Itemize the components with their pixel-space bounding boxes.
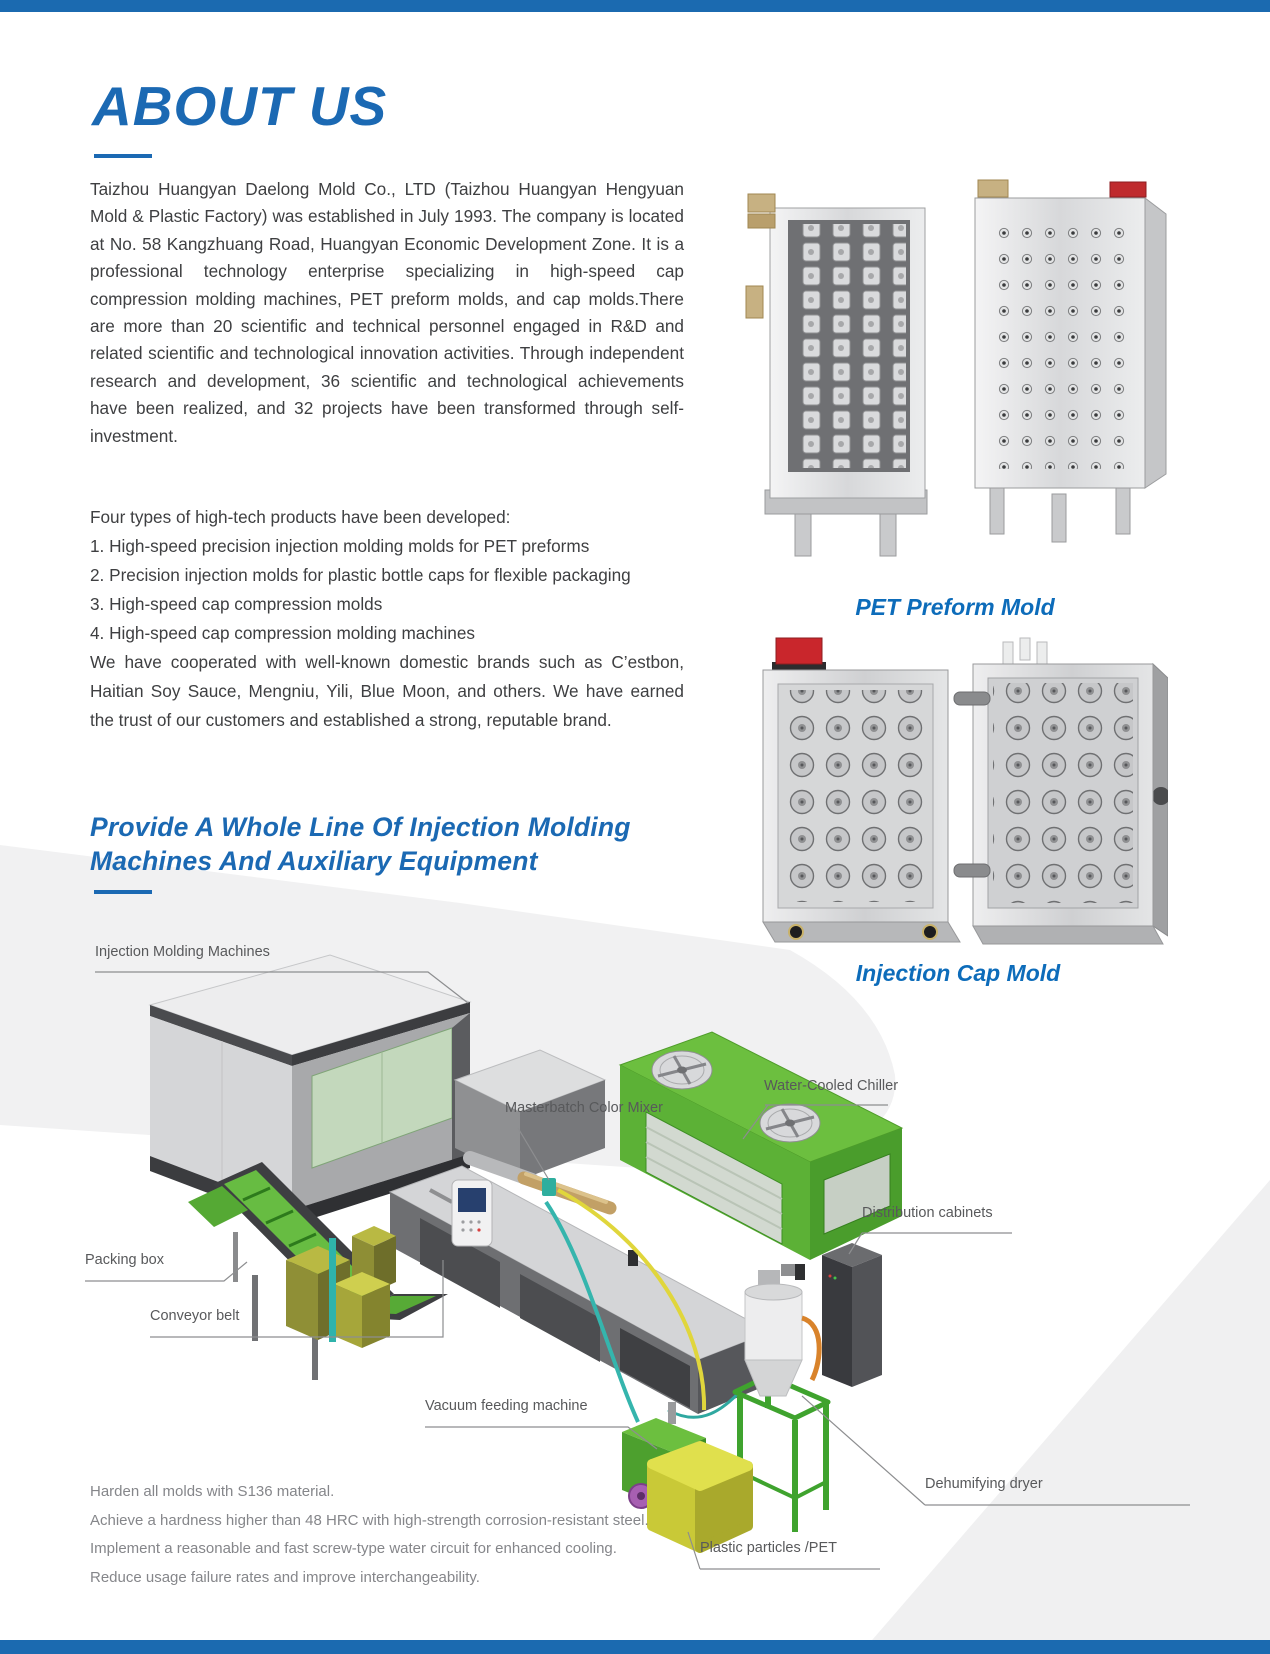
products-intro: Four types of high-tech products have been developed: (90, 507, 511, 527)
label-packing-box: Packing box (85, 1252, 164, 1268)
product-item-4: 4. High-speed cap compression molding machines (90, 623, 476, 643)
product-item-3: 3. High-speed cap compression molds (90, 594, 383, 614)
label-dehumifying-dryer: Dehumifying dryer (925, 1476, 1043, 1492)
section2-title-line1: Provide A Whole Line Of Injection Molding (90, 812, 631, 842)
distribution-cabinet-graphic (822, 1243, 882, 1387)
title-underline (94, 154, 152, 158)
section2-title-line2: Machines And Auxiliary Equipment (90, 846, 538, 876)
section2-title (90, 810, 690, 878)
products-block (90, 503, 684, 735)
product-item-2: 2. Precision injection molds for plastic bottle caps for flexible packaging (90, 565, 631, 585)
note-line-2: Achieve a hardness higher than 48 HRC with high-strength corrosion-resistant steel. (90, 1511, 649, 1529)
injection-cap-mold-image (748, 636, 1168, 948)
section2-underline (94, 890, 152, 894)
figure-caption-injection-cap-mold: Injection Cap Mold (855, 960, 1061, 986)
product-item-1: 1. High-speed precision injection molding molds for PET preforms (90, 536, 590, 556)
intro-paragraph: Taizhou Huangyan Daelong Mold Co., LTD (Taizhou Huangyan Hengyuan Mold & Plastic Factory) was established in July 1993. The company is located at No. 58 Kangzhuang Road, Huangyan Economic Development Zone. It is a professional technology enterprise specializing in high-speed cap compression molding machines, PET preform molds, and cap molds.There are more than 20 scientific and technical personnel engaged in R&D and related scientific and technological innovation activities. Through independent research and development, 36 scientific and technological achievements have been realized, and 32 projects have been transformed through self-investment. (90, 179, 684, 446)
water-cooled-chiller-graphic (620, 1032, 902, 1280)
note-line-4: Reduce usage failure rates and improve interchangeability. (90, 1568, 480, 1586)
mold-notes (90, 1478, 649, 1592)
label-water-cooled-chiller: Water-Cooled Chiller (764, 1078, 899, 1094)
label-vacuum-feeding-machine: Vacuum feeding machine (425, 1398, 588, 1414)
brands-paragraph: We have cooperated with well-known domestic brands such as C’estbon, Haitian Soy Sauce, Mengniu, Yili, Blue Moon, and others. We have earned the trust of our customers and established a strong, reputable brand. (90, 652, 684, 730)
page-title: ABOUT US (92, 75, 388, 137)
label-conveyor-belt: Conveyor belt (150, 1308, 240, 1324)
pet-preform-mold-image (740, 168, 1170, 583)
note-line-3: Implement a reasonable and fast screw-type water circuit for enhanced cooling. (90, 1540, 617, 1557)
label-masterbatch-color-mixer: Masterbatch Color Mixer (505, 1100, 663, 1116)
label-injection-molding-machines: Injection Molding Machines (95, 944, 270, 960)
plastic-particles-graphic (652, 1446, 748, 1548)
figure-caption-pet-preform-mold: PET Preform Mold (855, 594, 1055, 620)
label-distribution-cabinets: Distribution cabinets (862, 1205, 993, 1221)
note-line-1: Harden all molds with S136 material. (90, 1483, 335, 1500)
label-plastic-particles: Plastic particles /PET (700, 1540, 837, 1556)
top-accent-bar (0, 0, 1270, 12)
